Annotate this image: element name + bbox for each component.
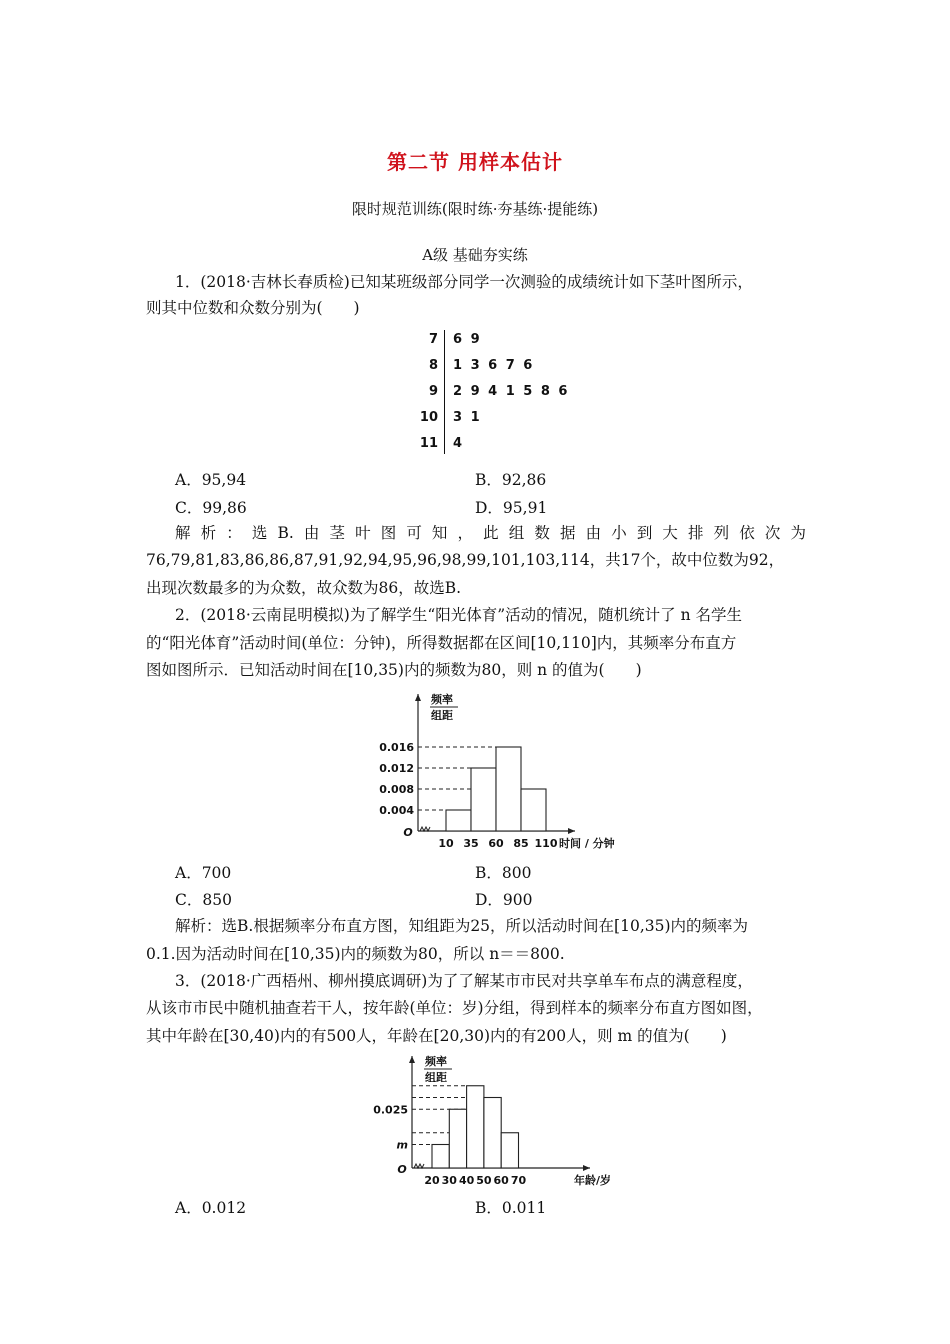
leaves-10: 3 1 <box>453 410 480 425</box>
chart2-x-axis-arrow <box>583 1165 590 1171</box>
leaves-9: 2 9 4 1 5 8 6 <box>453 384 568 399</box>
q2-text-line2: 的“阳光体育”活动时间(单位：分钟)，所得数据都在区间[10,110]内，其频率分布直方 <box>146 634 737 652</box>
chart2-bar-3 <box>484 1098 501 1169</box>
q2-option-a: A．700 <box>175 864 232 882</box>
q3-option-b: B．0.011 <box>475 1199 547 1217</box>
chart2-bar-1 <box>449 1109 466 1168</box>
chart1-y-tick-label-3: 0.004 <box>379 804 414 817</box>
chart1-bar-2 <box>496 747 521 831</box>
chart1-bar-1 <box>471 768 496 831</box>
q1-solution-line1: 解析：选B.由茎叶图可知，此组数据由小到大排列依次为 <box>175 524 806 542</box>
chart1-ylabel-denominator: 组距 <box>431 709 453 722</box>
q3-text-line1: 3．(2018·广西梧州、柳州摸底调研)为了了解某市市民对共享单车布点的满意程度， <box>175 972 753 990</box>
page-subtitle: 限时规范训练(限时练·夯基练·提能练) <box>351 200 599 218</box>
chart2-y-axis-arrow <box>409 1056 415 1063</box>
chart2-x-tick-label-5: 70 <box>510 1174 527 1187</box>
q1-solution-line3: 出现次数最多的为众数，故众数为86，故选B. <box>146 579 462 597</box>
chart1-x-tick-label-0: 10 <box>438 837 454 850</box>
q1-solution-line2: 76,79,81,83,86,86,87,91,92,94,95,96,98,99,101,103,114，共17个，故中位数为92， <box>146 551 785 569</box>
q2-option-c: C．850 <box>175 891 232 909</box>
chart2-bar-2 <box>467 1086 484 1168</box>
chart1-x-tick-label-2: 60 <box>488 837 504 850</box>
histogram-activity-time <box>360 688 620 856</box>
q2-option-d: D．900 <box>475 891 533 909</box>
chart1-ylabel-numerator: 频率 <box>431 693 453 706</box>
level-heading: A级 基础夯实练 <box>422 246 528 264</box>
chart2-x-tick-label-2: 40 <box>458 1174 475 1187</box>
q2-solution-line2: 0.1.因为活动时间在[10,35)内的频数为80，所以 n＝＝800. <box>146 945 565 963</box>
q3-text-line2: 从该市市民中随机抽查若干人，按年龄(单位：岁)分组，得到样本的频率分布直方图如图， <box>146 999 763 1017</box>
q1-option-d: D．95,91 <box>475 499 548 517</box>
chart2-xlabel: 年龄/岁 <box>574 1174 612 1187</box>
chart1-bar-0 <box>446 810 471 831</box>
chart2-x-tick-label-3: 50 <box>476 1174 492 1187</box>
chart1-y-tick-label-2: 0.008 <box>379 783 414 796</box>
q3-option-a: A．0.012 <box>175 1199 247 1217</box>
q1-text-line1: 1．(2018·吉林长春质检)已知某班级部分同学一次测验的成绩统计如下茎叶图所示， <box>175 273 753 291</box>
chart1-x-tick-label-3: 85 <box>513 837 529 850</box>
stem-divider <box>444 330 445 454</box>
q3-text-line3: 其中年龄在[30,40)内的有500人，年龄在[20,30)内的有200人，则 m 的值为( ) <box>146 1027 727 1045</box>
chart1-y-tick-label-0: 0.016 <box>379 741 414 754</box>
chart1-y-axis-arrow <box>415 694 421 701</box>
q1-text-line2: 则其中位数和众数分别为( ) <box>146 299 360 317</box>
stem-7: 7 <box>428 332 438 347</box>
stem-11: 11 <box>419 436 438 451</box>
q1-option-c: C．99,86 <box>175 499 247 517</box>
chart1-origin-label: O <box>403 826 413 839</box>
leaves-7: 6 9 <box>453 332 480 347</box>
chart1-xlabel: 时间 / 分钟 <box>559 837 615 850</box>
chart1-x-axis-arrow <box>568 828 575 834</box>
chart2-bar-0 <box>432 1145 449 1169</box>
chart2-y-tick-label-0: 0.025 <box>373 1103 408 1117</box>
chart2-x-tick-label-1: 30 <box>441 1174 457 1187</box>
chart2-ylabel-denominator: 组距 <box>425 1071 447 1084</box>
q2-option-b: B．800 <box>475 864 532 882</box>
chart2-x-tick-label-0: 20 <box>424 1174 440 1187</box>
page-title: 第二节 用样本估计 <box>387 150 563 174</box>
chart2-bar-4 <box>501 1133 518 1168</box>
leaves-8: 1 3 6 7 6 <box>453 358 533 373</box>
leaves-11: 4 <box>453 436 463 451</box>
chart2-origin-label: O <box>397 1163 407 1176</box>
chart1-x-tick-label-1: 35 <box>463 837 479 850</box>
stem-8: 8 <box>428 358 438 373</box>
q1-option-a: A．95,94 <box>175 471 247 489</box>
chart1-y-tick-label-1: 0.012 <box>379 762 414 775</box>
chart2-ylabel-numerator: 频率 <box>425 1055 447 1068</box>
q2-text-line3: 图如图所示．已知活动时间在[10,35)内的频数为80，则 n 的值为( ) <box>146 661 642 679</box>
q2-solution-line1: 解析：选B.根据频率分布直方图，知组距为25，所以活动时间在[10,35)内的频率为 <box>175 917 749 935</box>
q1-option-b: B．92,86 <box>475 471 547 489</box>
chart1-bar-3 <box>521 789 546 831</box>
chart1-x-tick-label-4: 110 <box>534 837 558 850</box>
q2-text-line1: 2．(2018·云南昆明模拟)为了解学生“阳光体育”活动的情况，随机统计了 n 名学生 <box>175 606 743 624</box>
stem-9: 9 <box>428 384 438 399</box>
chart2-y-tick-label-1: m <box>396 1138 408 1152</box>
stem-10: 10 <box>419 410 438 425</box>
histogram-age <box>360 1050 612 1190</box>
chart2-x-tick-label-4: 60 <box>493 1174 509 1187</box>
